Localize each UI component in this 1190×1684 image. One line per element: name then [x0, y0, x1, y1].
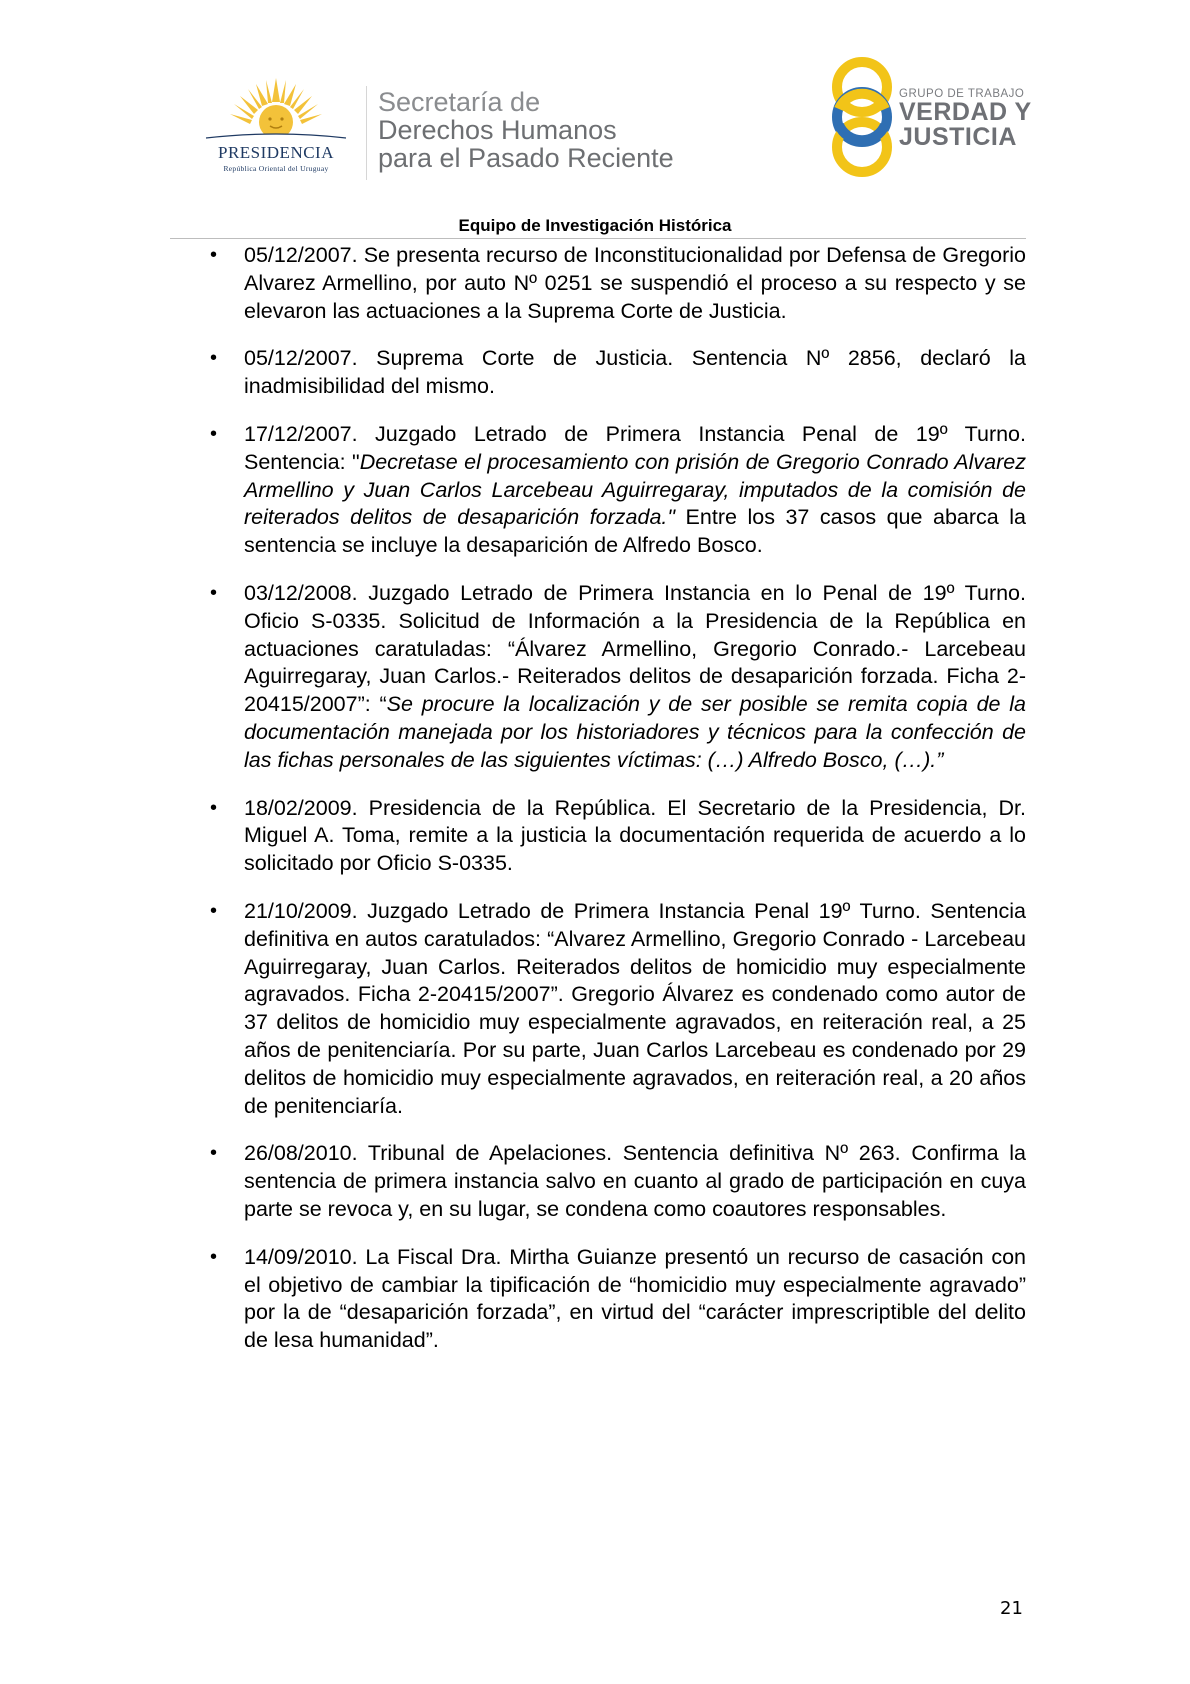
secretaria-line-1: Secretaría de [378, 87, 541, 117]
verdad-justicia-rings-icon [822, 56, 902, 178]
list-item-text: Entre los 37 casos que abarca la sentencia se incluye la desaparición de Alfredo Bosco. [244, 505, 1027, 558]
presidencia-logo-subtitle: República Oriental del Uruguay [223, 164, 329, 173]
secretaria-line-2: Derechos Humanos [378, 115, 617, 145]
list-item [244, 421, 1026, 560]
list-item-text: 21/10/2009. Juzgado Letrado de Primera Instancia Penal 19º Turno. Sentencia definitiva en autos caratulados: “Alvarez Armellino, Gregorio Conrado - Larcebeau Aguirregaray, Juan Carlos. Reiterados delitos de homicidio muy especialmente agravados. Ficha 2-20415/2007”. Gregorio Álvarez es condenado como autor de 37 delitos de homicidio muy especialmente agravados, en reiteración real, a 25 años de penitenciaría. Por su parte, Juan Carlos Larcebeau es condenado por 29 delitos de homicidio muy especialmente agravados, en reiteración real, a 20 años de penitenciaría. [244, 898, 1026, 1118]
verdad-justicia-logo-text [899, 88, 1032, 150]
secretaria-logo-text [378, 88, 674, 172]
list-item [244, 580, 1026, 775]
list-item-quote: Decretase el procesamiento con prisión de Gregorio Conrado Alvarez Armellino y Juan Carlos Larcebeau Aguirregaray, imputados de la comisión de reiterados delitos de desaparición forzada." [244, 449, 1026, 530]
list-item-text: 26/08/2010. Tribunal de Apelaciones. Sentencia definitiva Nº 263. Confirma la sentencia de primera instancia salvo en cuanto al grado de participación en cuya parte se revoca y, en su lugar, se condena como coautores responsables. [244, 1141, 1026, 1221]
list-item-text: 05/12/2007. Se presenta recurso de Inconstitucionalidad por Defensa de Gregorio Alvarez Armellino, por auto Nº 0251 se suspendió el proceso a su respecto y se elevaron las actuaciones a la Suprema Corte de Justicia. [244, 243, 1026, 323]
list-item-text: 03/12/2008. Juzgado Letrado de Primera Instancia en lo Penal de 19º Turno. Oficio S-0335. Solicitud de Información a la Presidencia de la República en actuaciones caratuladas: “Álvarez Armellino, Gregorio Conrado.- Larcebeau Aguirregaray, Juan Carlos.- Reiterados delitos de desaparición forzada. Ficha 2-20415/2007”: “ [244, 580, 1026, 717]
list-item [244, 345, 1026, 401]
header-rule [170, 238, 1026, 239]
list-item [244, 898, 1026, 1120]
list-item-text: 17/12/2007. Juzgado Letrado de Primera Instancia Penal de 19º Turno. Sentencia: " [244, 421, 1026, 474]
document-header [0, 0, 1190, 235]
verdad-y-label: VERDAD Y [899, 98, 1032, 126]
justicia-label: JUSTICIA [899, 123, 1017, 151]
team-title: Equipo de Investigación Histórica [458, 216, 732, 235]
list-item [244, 1244, 1026, 1355]
list-item-text: 18/02/2009. Presidencia de la República. El Secretario de la Presidencia, Dr. Miguel A. Toma, remite a la justicia la documentación requerida de acuerdo a lo solicitado por Oficio S-0335. [244, 795, 1026, 876]
document-body [244, 242, 1026, 1375]
page-number: 21 [1000, 1598, 1023, 1619]
logo-divider [366, 86, 367, 180]
list-item [244, 795, 1026, 878]
list-item-quote: Se procure la localización y de ser posible se remita copia de la documentación manejada por los historiadores y técnicos para la confección de las fichas personales de las siguientes víctimas: (…) Alfredo Bosco, (…).” [244, 692, 1027, 772]
list-item [244, 242, 1026, 325]
presidencia-logo-name: PRESIDENCIA [217, 143, 334, 162]
sun-emblem-icon [196, 76, 356, 142]
presidencia-logo [196, 76, 356, 176]
list-item-text: 14/09/2010. La Fiscal Dra. Mirtha Guianze presentó un recurso de casación con el objetivo de cambiar la tipificación de “homicidio muy especialmente agravado” por la de “desaparición forzada”, en virtud del “carácter imprescriptible del delito de lesa humanidad”. [244, 1244, 1026, 1353]
chronology-list [244, 242, 1026, 1355]
grupo-de-trabajo-label: GRUPO DE TRABAJO [899, 88, 1025, 100]
list-item-text: 05/12/2007. Suprema Corte de Justicia. Sentencia Nº 2856, declaró la inadmisibilidad del mismo. [244, 346, 1026, 399]
secretaria-line-3: para el Pasado Reciente [378, 143, 674, 173]
list-item [244, 1140, 1026, 1223]
